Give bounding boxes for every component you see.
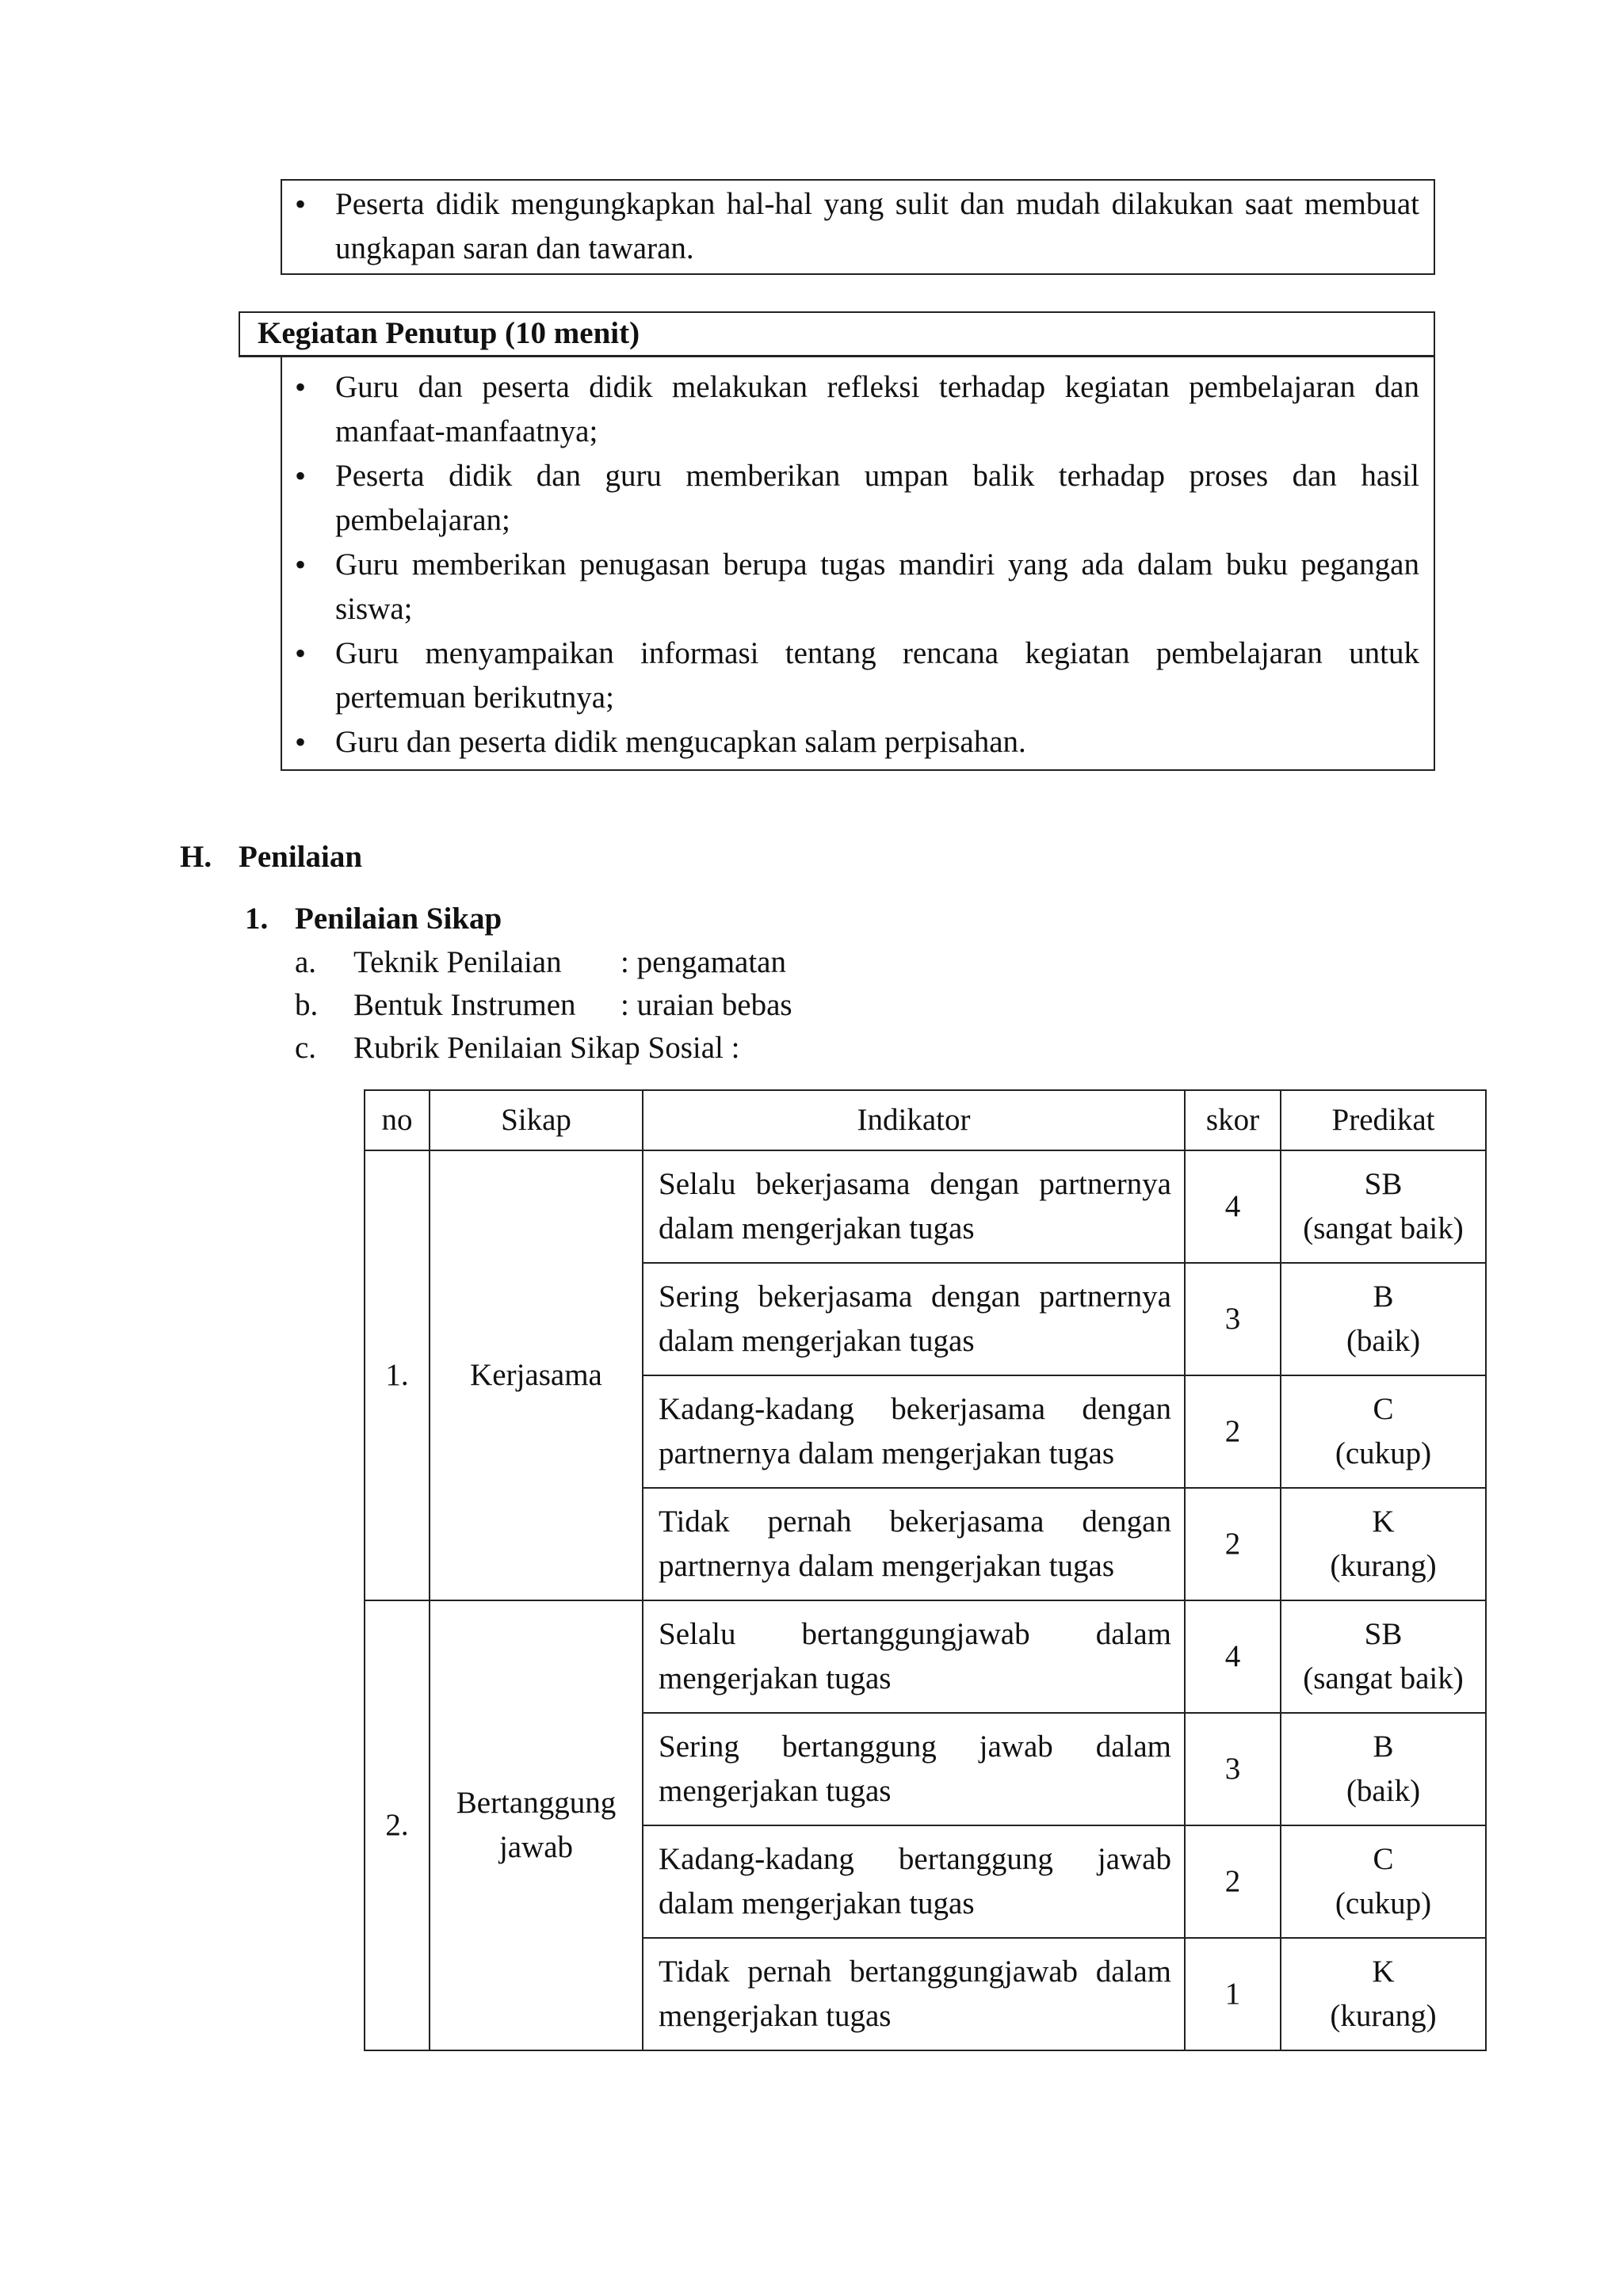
predikat-desc: (sangat baik) <box>1303 1661 1464 1695</box>
predikat-code: B <box>1373 1730 1394 1764</box>
predikat-code: SB <box>1364 1167 1403 1201</box>
cell-predikat <box>1281 1600 1486 1713</box>
list-item: • Guru dan peserta didik melakukan refleksi terhadap kegiatan pembelajaran dan manfaat-manfaatnya; <box>282 365 1419 454</box>
closing-box <box>281 356 1435 771</box>
item-marker: c. <box>295 1031 317 1065</box>
item-label: Bentuk Instrumen <box>353 988 576 1022</box>
predikat-desc: (baik) <box>1346 1774 1421 1808</box>
cell-skor: 2 <box>1185 1488 1281 1600</box>
cell-skor: 4 <box>1185 1600 1281 1713</box>
item-marker: b. <box>295 988 319 1022</box>
cell-predikat <box>1281 1263 1486 1375</box>
cell-predikat <box>1281 1825 1486 1938</box>
header-indikator: Indikator <box>643 1090 1185 1150</box>
sikap-label: Bertanggung jawab <box>456 1786 617 1864</box>
table-row <box>365 1150 1486 1263</box>
cell-sikap: Kerjasama <box>430 1150 643 1600</box>
cell-indikator: Kadang-kadang bertanggung jawab dalam mengerjakan tugas <box>643 1825 1185 1938</box>
predikat-code: K <box>1372 1505 1395 1539</box>
header-skor: skor <box>1185 1090 1281 1150</box>
cell-indikator: Selalu bekerjasama dengan partnernya dalam mengerjakan tugas <box>643 1150 1185 1263</box>
cell-predikat <box>1281 1150 1486 1263</box>
cell-sikap <box>430 1600 643 2050</box>
table-header-row <box>365 1090 1486 1150</box>
cell-skor: 3 <box>1185 1713 1281 1825</box>
cell-indikator: Sering bekerjasama dengan partnernya dalam mengerjakan tugas <box>643 1263 1185 1375</box>
cell-no: 1. <box>365 1150 430 1600</box>
header-predikat: Predikat <box>1281 1090 1486 1150</box>
cell-indikator: Sering bertanggung jawab dalam mengerjakan tugas <box>643 1713 1185 1825</box>
cell-predikat <box>1281 1938 1486 2050</box>
cell-skor: 2 <box>1185 1375 1281 1488</box>
activity-tail-box <box>281 179 1435 275</box>
cell-predikat <box>1281 1713 1486 1825</box>
rubric-table <box>364 1089 1487 2051</box>
cell-indikator: Tidak pernah bertanggungjawab dalam mengerjakan tugas <box>643 1938 1185 2050</box>
item-value: : uraian bebas <box>621 988 792 1022</box>
cell-indikator: Kadang-kadang bekerjasama dengan partnernya dalam mengerjakan tugas <box>643 1375 1185 1488</box>
closing-list <box>282 365 1419 765</box>
list-item: • Guru memberikan penugasan berupa tugas mandiri yang ada dalam buku pegangan siswa; <box>282 543 1419 631</box>
predikat-desc: (baik) <box>1346 1324 1421 1358</box>
item-label: Rubrik Penilaian Sikap Sosial : <box>353 1031 740 1065</box>
item-marker: a. <box>295 945 317 979</box>
predikat-desc: (kurang) <box>1330 1999 1437 2033</box>
list-item: • Guru menyampaikan informasi tentang rencana kegiatan pembelajaran untuk pertemuan berikutnya; <box>282 631 1419 720</box>
cell-no: 2. <box>365 1600 430 2050</box>
cell-predikat <box>1281 1488 1486 1600</box>
predikat-code: C <box>1373 1392 1394 1426</box>
predikat-code: C <box>1373 1842 1394 1876</box>
list-item: • Guru dan peserta didik mengucapkan salam perpisahan. <box>282 720 1419 765</box>
cell-skor: 2 <box>1185 1825 1281 1938</box>
cell-indikator: Selalu bertanggungjawab dalam mengerjakan tugas <box>643 1600 1185 1713</box>
predikat-desc: (cukup) <box>1335 1886 1432 1920</box>
cell-skor: 4 <box>1185 1150 1281 1263</box>
cell-predikat <box>1281 1375 1486 1488</box>
subsection-title: Penilaian Sikap <box>295 902 502 936</box>
table-row <box>365 1600 1486 1713</box>
subsection-marker: 1. <box>245 902 269 936</box>
section-h-title: Penilaian <box>239 840 363 874</box>
item-label: Teknik Penilaian <box>353 945 562 979</box>
predikat-code: SB <box>1364 1617 1403 1651</box>
predikat-code: B <box>1373 1280 1394 1314</box>
cell-skor: 1 <box>1185 1938 1281 2050</box>
header-sikap: Sikap <box>430 1090 643 1150</box>
header-no: no <box>365 1090 430 1150</box>
predikat-desc: (sangat baik) <box>1303 1211 1464 1245</box>
cell-indikator: Tidak pernah bekerjasama dengan partnernya dalam mengerjakan tugas <box>643 1488 1185 1600</box>
activity-tail-list <box>282 182 1419 271</box>
predikat-desc: (kurang) <box>1330 1549 1437 1583</box>
item-value: : pengamatan <box>621 945 786 979</box>
cell-skor: 3 <box>1185 1263 1281 1375</box>
list-item: • Peserta didik mengungkapkan hal-hal yang sulit dan mudah dilakukan saat membuat ungkapan saran dan tawaran. <box>282 182 1419 271</box>
section-h-marker: H. <box>180 840 212 874</box>
predikat-desc: (cukup) <box>1335 1436 1432 1470</box>
predikat-code: K <box>1372 1955 1395 1989</box>
closing-title: Kegiatan Penutup (10 menit) <box>239 311 1435 357</box>
list-item: • Peserta didik dan guru memberikan umpan balik terhadap proses dan hasil pembelajaran; <box>282 454 1419 543</box>
